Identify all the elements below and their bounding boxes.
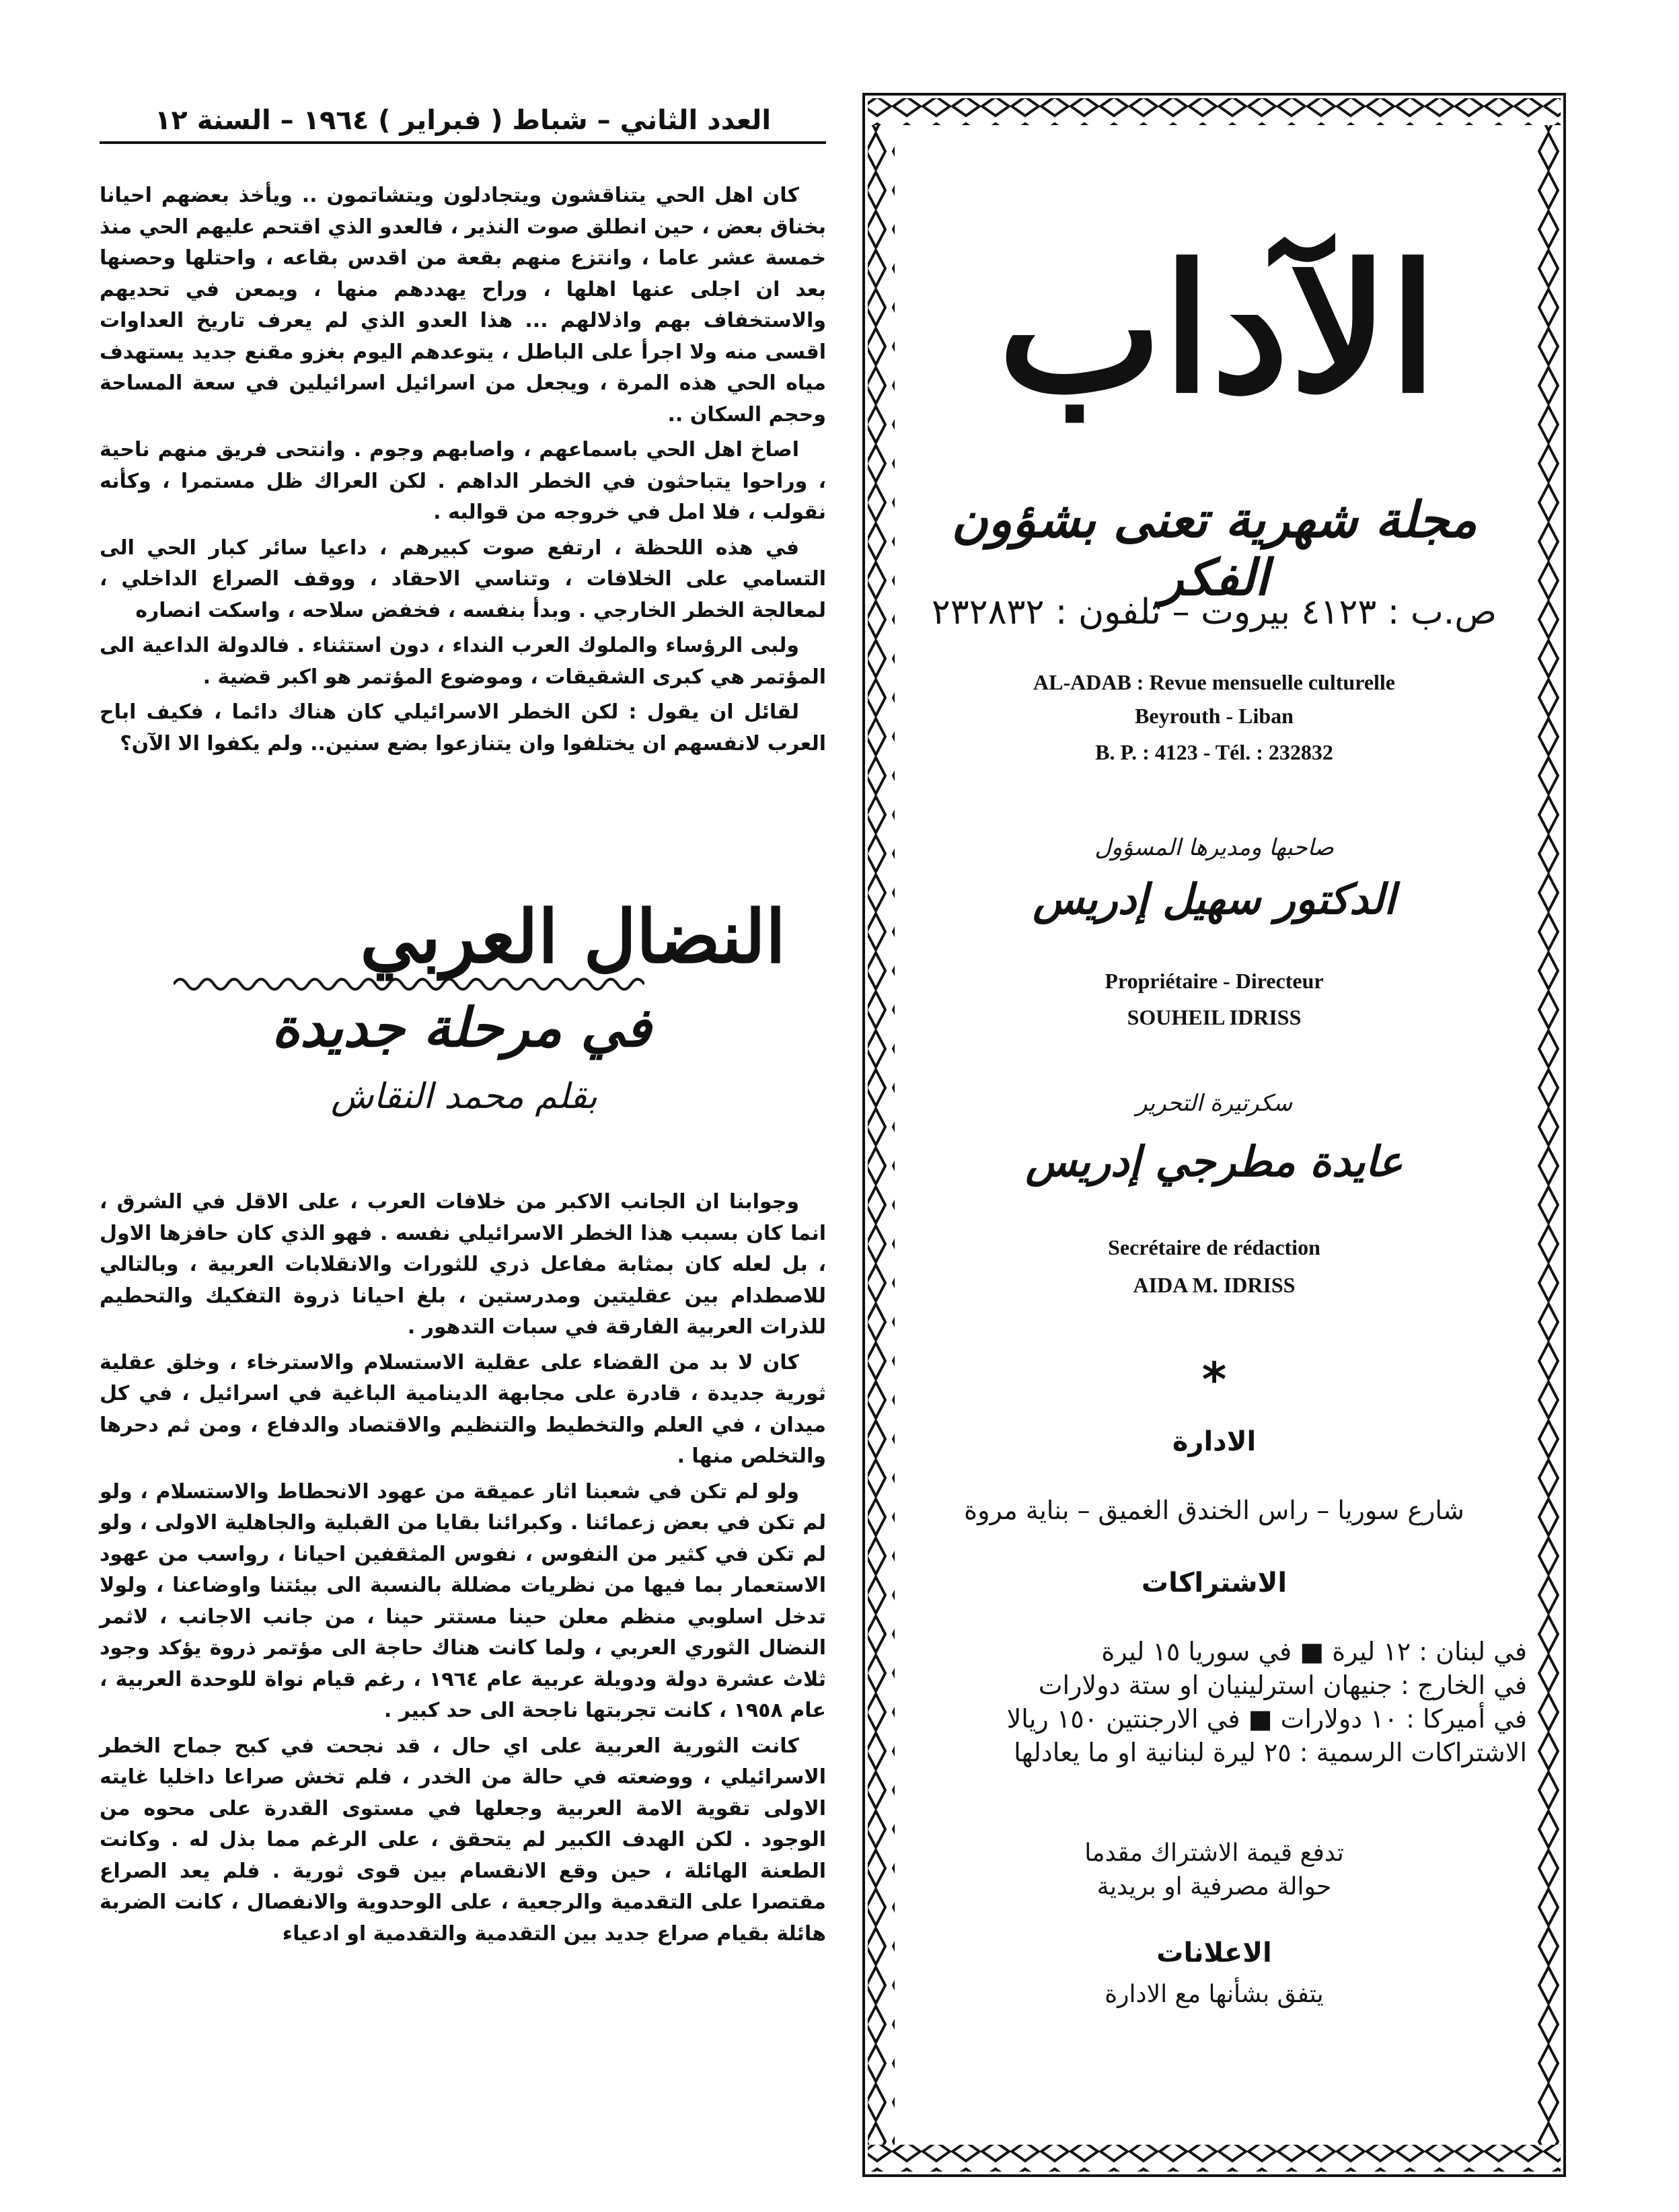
owner-role-arabic: صاحبها ومديرها المسؤول: [1094, 834, 1334, 861]
article-paragraph: اصاخ اهل الحي باسماعهم ، واصابهم وجوم . وانتحى فريق منهم ناحية ، وراحوا يتباحثون في الخطر الداهم . لكن العراك ظل مستمرا ، وكأنه نقولب ، فلا امل في خروجه من قوالبه .: [100, 438, 826, 524]
administration-heading: الادارة: [1172, 1426, 1257, 1457]
magazine-logo: الآداب: [998, 227, 1438, 432]
subscriptions-list: [901, 1635, 1527, 1769]
article-paragraph: كان اهل الحي يتناقشون ويتجادلون ويتشاتمون .. ويأخذ بعضهم احيانا بخناق بعض ، حين انطلق صوت النذير ، فالعدو الذي اقتحم عليهم الحي منذ خمسة عشر عاما ، وانتزع منهم بقعة من اقدس بقاعه ، واحتلها وحصنها بعد ان اجلى عنها اهلها ، وراح يهددهم منها ، ويمعن في تحديهم والاستخفاف بهم واذلالهم ... هذا العدو الذي لم يعرف تاريخ العداوات اقسى منه ولا اجرأ على الباطل ، يتوعدهم اليوم بغزو مقنع جديد يستهدف مياه الحي هذه المرة ، ويجعل من اسرائيل اسرائيلين في سعة المساحة وحجم السكان ..: [100, 184, 826, 427]
owner-name-arabic: الدكتور سهيل إدريس: [1033, 875, 1396, 924]
asterisk-divider: *: [1201, 1352, 1227, 1407]
article-title: النضال العربي: [360, 895, 786, 980]
article-paragraph: وجوابنا ان الجانب الاكبر من خلافات العرب ، على الاقل في الشرق ، انما كان بسبب هذا الخطر الاسرائيلي نفسه . فهو الذي كان حافزها الاول ، بل لعله كان بمثابة مفاعل ذري للثورات والانقلابات العربية ، وبالتالي للاصطدام بين عقليتين ومدرستين ، بلغ احيانا ذروة التفكيك والتحطيم للذرات العربية الفارقة في سبات التدهور .: [100, 1190, 826, 1339]
secretary-name-french: AIDA M. IDRISS: [1133, 1273, 1296, 1297]
payment-line: تدفع قيمة الاشتراك مقدما: [1084, 1839, 1344, 1867]
magazine-tagline: مجلة شهرية تعنى بشؤون الفكر: [951, 491, 1477, 607]
po-box-phone: ص.ب : ٤١٢٣ بيروت – تلفون : ٢٣٢٨٣٢: [931, 592, 1497, 632]
article-paragraph: لقائل ان يقول : لكن الخطر الاسرائيلي كان هناك دائما ، فكيف اباح العرب لانفسهم ان يختلفوا وان يتنازعوا بضع سنين.. ولم يكفوا الا الآن؟: [100, 700, 826, 755]
latin-city: Beyrouth - Liban: [1135, 704, 1294, 728]
subscriptions-heading: الاشتراكات: [1141, 1568, 1288, 1598]
owner-role-french: Propriétaire - Directeur: [1105, 969, 1324, 993]
subscription-line: الاشتراكات الرسمية : ٢٥ ليرة لبنانية او ما يعادلها: [1014, 1738, 1527, 1767]
article-byline: بقلم محمد النقاش: [330, 1076, 597, 1117]
secretary-role-french: Secrétaire de rédaction: [1108, 1235, 1320, 1259]
administration-address: شارع سوريا – راس الخندق الغميق – بناية مروة: [964, 1496, 1464, 1525]
advertising-text: يتفق بشأنها مع الادارة: [1105, 1981, 1324, 2008]
secretary-name-arabic: عايدة مطرجي إدريس: [1025, 1137, 1403, 1186]
payment-line: حوالة مصرفية او بريدية: [1096, 1873, 1332, 1901]
latin-title: AL-ADAB : Revue mensuelle culturelle: [1033, 670, 1395, 694]
payment-terms: [901, 1837, 1527, 1904]
title-underline-ornament: [174, 974, 644, 994]
latin-po-box: B. P. : 4123 - Tél. : 232832: [1095, 740, 1333, 764]
article-paragraph: في هذه اللحظة ، ارتفع صوت كبيرهم ، داعيا سائر كبار الحي الى التسامي على الخلافات ، وتناسي الاحقاد ، ووقف الصراع الداخلي ، لمعالجة الخطر الخارجي . وبدأ بنفسه ، فخفض سلاحه ، واسكت انصاره: [100, 536, 826, 622]
article-top-text: [100, 180, 826, 881]
advertising-heading: الاعلانات: [1156, 1938, 1272, 1968]
article-paragraph: كانت الثورية العربية على اي حال ، قد نجحت في كبح جماح الخطر الاسرائيلي ، ووضعته في حالة من الخدر ، فلم تخش صراعا داخليا غايته الاولى تقوية الامة العربية وجعلها في مستوى القدرة على محوه من الوجود . لكن الهدف الكبير لم يتحقق ، على الرغم مما بذل له . وكانت الطعنة الهائلة ، حين وقع الانقسام بين قوى ثورية . فلم يعد الصراع مقتصرا على التقدمية والرجعية ، على الوحدوية والانفصال ، كانت الضربة هائلة بقيام صراع جديد بين التقدمية والتقدمية او ادعياء: [100, 1734, 826, 1946]
subscription-line: في أميركا : ١٠ دولارات ■ في الارجنتين ١٥٠ ريالا: [1006, 1704, 1527, 1734]
article-paragraph: ولبى الرؤساء والملوك العرب النداء ، دون استثناء . فالدولة الداعية الى المؤتمر هي كبرى الشقيقات ، وموضوع المؤتمر هو اكبر قضية .: [100, 634, 826, 689]
article-bottom-text: [100, 1187, 826, 2169]
issue-line: العدد الثاني – شباط ( فبراير ) ١٩٦٤ – السنة ١٢: [100, 100, 826, 144]
article-title-area: [100, 895, 826, 1177]
owner-name-french: SOUHEIL IDRISS: [1127, 1005, 1302, 1029]
subscription-line: في لبنان : ١٢ ليرة ■ في سوريا ١٥ ليرة: [1101, 1637, 1527, 1666]
article-paragraph: ولو لم تكن في شعبنا اثار عميقة من عهود الانحطاط والاستسلام ، ولو لم تكن في بعض زعمائنا . وكبرائنا بقايا من القبلية والجاهلية الاولى ، ولو لم تكن في كثير من النفوس ، نفوس المثقفين احيانا ، رواسب من عهود الاستعمار بما فيها من نظريات مضللة بالنسبة الى بيئتنا واوضاعنا ، ولولا تدخل اسلوبي منظم معلن حينا مستتر حينا ، من جانب الاجانب ، لاثمر النضال الثوري العربي ، ولما كانت هناك حاجة الى مؤتمر ذروة يؤكد وجود ثلاث عشرة دولة ودويلة عربية عام ١٩٦٤ ، رغم قيام نواة للوحدة العربية ، عام ١٩٥٨ ، كانت تجربتها ناجحة الى حد كبير .: [100, 1479, 826, 1722]
secretary-role-arabic: سكرتيرة التحرير: [1135, 1090, 1293, 1117]
article-subtitle: في مرحلة جديدة: [271, 996, 651, 1059]
subscription-line: في الخارج : جنيهان استرلينيان او ستة دولارات: [1038, 1670, 1527, 1700]
article-paragraph: كان لا بد من القضاء على عقلية الاستسلام والاسترخاء ، وخلق عقلية ثورية جديدة ، قادرة على مجابهة الدينامية الباغية في اسرائيل ، في كل ميدان ، في العلم والتخطيط والتنظيم والاقتصاد والدفاع ، ومن ثم دحرها والتخلص منها .: [100, 1350, 826, 1468]
